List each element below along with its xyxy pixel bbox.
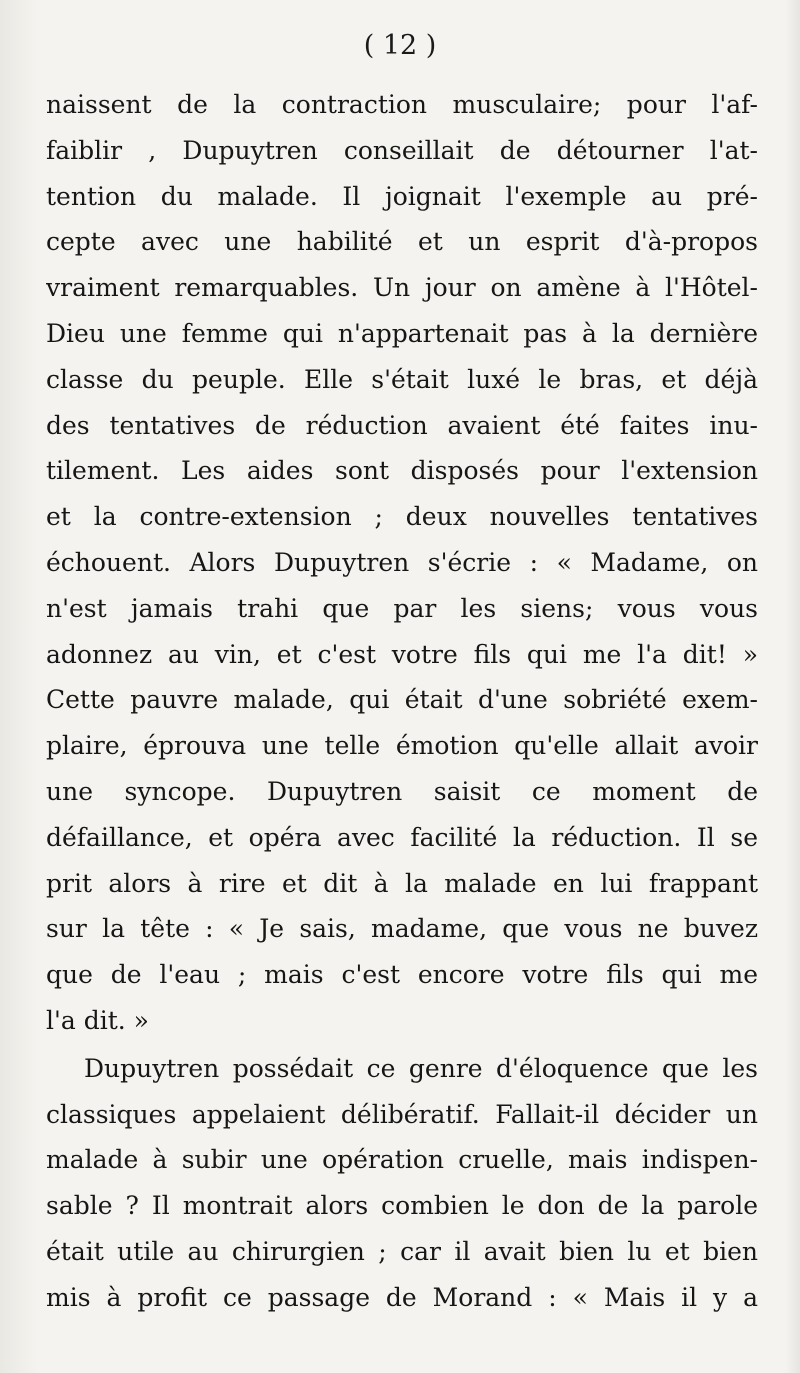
text-line: plaire, éprouva une telle émotion qu'elle allait avoir [46,731,758,761]
text-line: cepte avec une habilité et un esprit d'à-propos [46,227,758,257]
text-line: prit alors à rire et dit à la malade en lui frappant [46,868,758,898]
text-line: était utile au chirurgien ; car il avait bien lu et bien [46,1236,758,1266]
paragraph-1 [46,82,758,1044]
page-number: ( 12 ) [363,30,437,61]
text-line: une syncope. Dupuytren saisit ce moment de [46,776,758,806]
text-line: sable ? Il montrait alors combien le don de la parole [46,1191,758,1221]
text-line: échouent. Alors Dupuytren s'écrie : « Madame, on [46,547,758,577]
text-line: Dieu une femme qui n'appartenait pas à la dernière [46,318,758,348]
text-line: vraiment remarquables. Un jour on amène à l'Hôtel- [46,273,758,303]
text-line: Dupuytren possédait ce genre d'éloquence que les [84,1053,758,1083]
text-line: classe du peuple. Elle s'était luxé le bras, et déjà [46,364,758,394]
text-line: classiques appelaient délibératif. Fallait-il décider un [46,1099,758,1129]
text-line: tention du malade. Il joignait l'exemple au pré- [46,181,758,211]
page-right-edge-shadow [786,0,800,1373]
paragraph-2 [46,1046,758,1321]
body-text [46,82,758,1321]
text-line: que de l'eau ; mais c'est encore votre fils qui me [46,960,758,990]
text-line: mis à profit ce passage de Morand : « Mais il y a [46,1282,758,1312]
text-line: malade à subir une opération cruelle, mais indispen- [46,1145,758,1175]
text-line: sur la tête : « Je sais, madame, que vous ne buvez [46,914,758,944]
text-line: l'a dit. » [46,1005,149,1035]
text-line: faiblir , Dupuytren conseillait de détourner l'at- [46,135,758,165]
text-line: des tentatives de réduction avaient été faites inu- [46,410,758,440]
text-line: Cette pauvre malade, qui était d'une sobriété exem- [46,685,758,715]
text-line: adonnez au vin, et c'est votre fils qui me l'a dit! » [46,639,758,669]
text-line: tilement. Les aides sont disposés pour l'extension [46,456,758,486]
text-line: n'est jamais trahi que par les siens; vous vous [46,593,758,623]
text-line: défaillance, et opéra avec facilité la réduction. Il se [46,822,758,852]
text-line: et la contre-extension ; deux nouvelles tentatives [46,502,758,532]
text-line: naissent de la contraction musculaire; pour l'af- [46,90,758,119]
page-left-edge-shadow [0,0,38,1373]
